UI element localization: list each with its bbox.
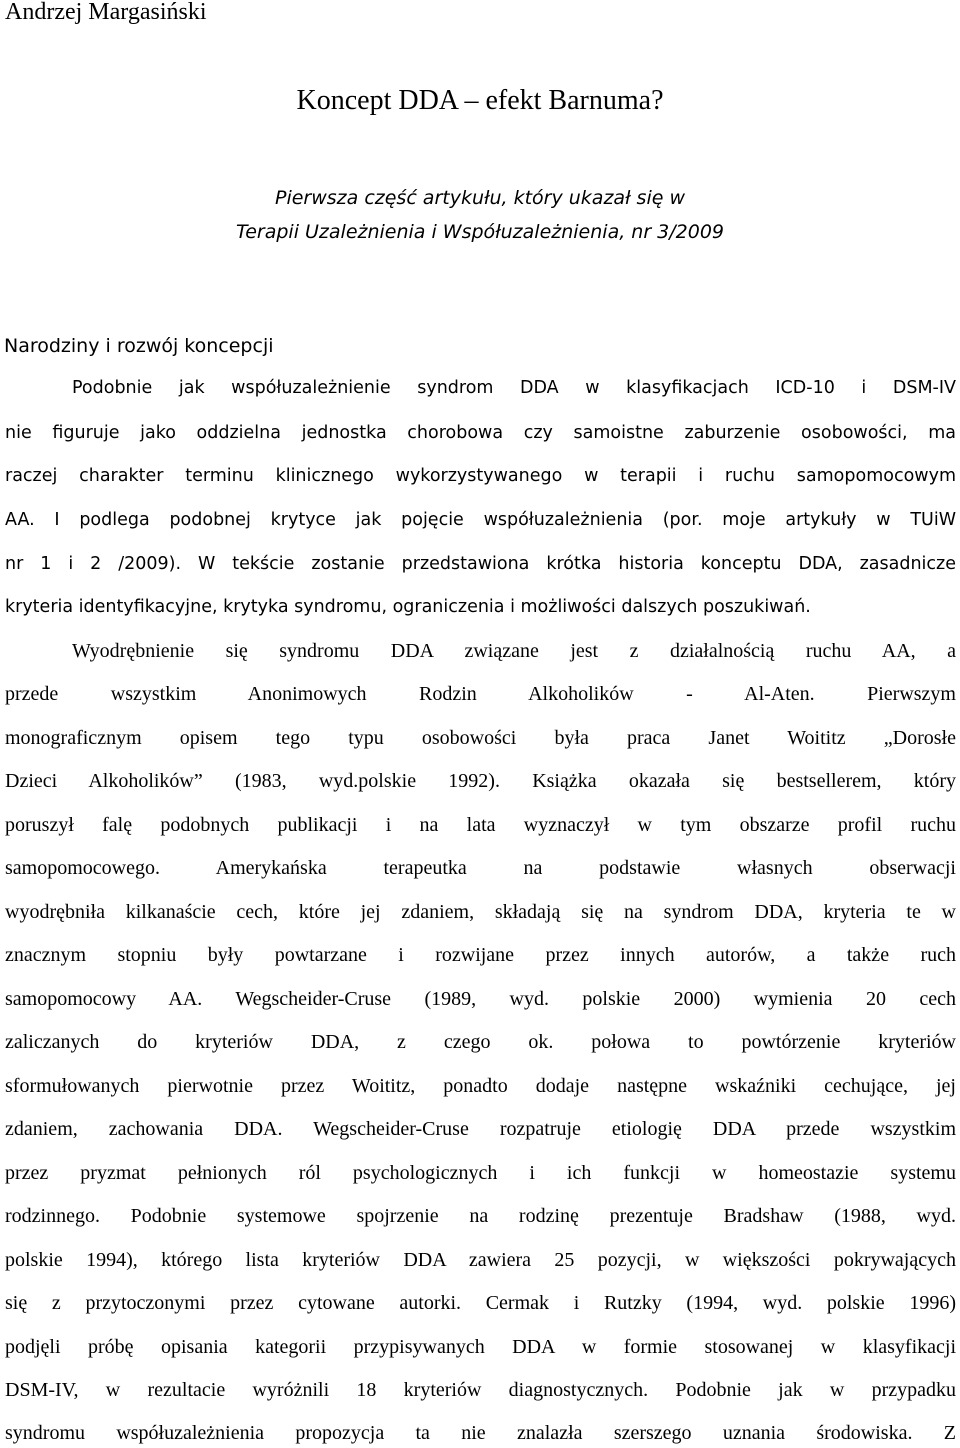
body-line: Wyodrębnienie się syndromu DDA związane jest z działalnością ruchu AA, a [72,640,956,662]
body-line: nie figuruje jako oddzielna jednostka chorobowa czy samoistne zaburzenie osobowości, ma [5,423,956,443]
body-line: poruszył falę podobnych publikacji i na lata wyznaczył w tym obszarze profil ruchu [5,814,956,836]
body-line: raczej charakter terminu klinicznego wykorzystywanego w terapii i ruchu samopomocowym [5,466,956,486]
subtitle-line-1: Pierwsza część artykułu, który ukazał się w [274,187,685,209]
body-line: nr 1 i 2 /2009). W tekście zostanie przedstawiona krótka historia konceptu DDA, zasadnicze [5,554,956,574]
body-line: polskie 1994), którego lista kryteriów DDA zawiera 25 pozycji, w większości pokrywających [5,1249,956,1271]
body-line: wyodrębniła kilkanaście cech, które jej zdaniem, składają się na syndrom DDA, kryteria te w [5,901,956,923]
body-line: sformułowanych pierwotnie przez Woititz, ponadto dodaje następne wskaźniki cechujące, jej [5,1075,956,1097]
body-line: podjęli próbę opisania kategorii przypisywanych DDA w formie stosowanej w klasyfikacji [5,1336,956,1358]
body-line: samopomocowy AA. Wegscheider-Cruse (1989, wyd. polskie 2000) wymienia 20 cech [5,988,956,1010]
body-line: AA. I podlega podobnej krytyce jak pojęcie współuzależnienia (por. moje artykuły w TUiW [5,510,956,530]
body-line: zaliczanych do kryteriów DDA, z czego ok. połowa to powtórzenie kryteriów [5,1031,956,1053]
body-line: przez pryzmat pełnionych ról psychologicznych i ich funkcji w homeostazie systemu [5,1162,956,1184]
body-line: samopomocowego. Amerykańska terapeutka na podstawie własnych obserwacji [5,857,956,879]
body-line: przede wszystkim Anonimowych Rodzin Alkoholików - Al-Aten. Pierwszym [5,683,956,705]
body-line: zdaniem, zachowania DDA. Wegscheider-Cruse rozpatruje etiologię DDA przede wszystkim [5,1118,956,1140]
body-line: znacznym stopniu były powtarzane i rozwijane przez innych autorów, a także ruch [5,944,956,966]
body-line: kryteria identyfikacyjne, krytyka syndromu, ograniczenia i możliwości dalszych poszukiwań. [5,597,811,617]
body-line: DSM-IV, w rezultacie wyróżnili 18 kryteriów diagnostycznych. Podobnie jak w przypadku [5,1379,956,1401]
body-line: się z przytoczonymi przez cytowane autorki. Cermak i Rutzky (1994, wyd. polskie 1996) [5,1292,956,1314]
subtitle-line-2: Terapii Uzależnienia i Współuzależnienia, nr 3/2009 [235,221,725,243]
section-heading: Narodziny i rozwój koncepcji [4,335,274,357]
body-line: syndromu współuzależnienia propozycja ta nie znalazła szerszego uznania środowiska. Z [5,1422,956,1444]
body-line: monograficznym opisem tego typu osobowości była praca Janet Woititz „Dorosłe [5,727,956,749]
article-title: Koncept DDA – efekt Barnuma? [296,85,664,116]
author-name: Andrzej Margasiński [5,0,207,25]
body-line: Podobnie jak współuzależnienie syndrom DDA w klasyfikacjach ICD-10 i DSM-IV [72,378,956,398]
body-line: Dzieci Alkoholików” (1983, wyd.polskie 1992). Książka okazała się bestsellerem, który [5,770,956,792]
body-line: rodzinnego. Podobnie systemowe spojrzenie na rodzinę prezentuje Bradshaw (1988, wyd. [5,1205,956,1227]
